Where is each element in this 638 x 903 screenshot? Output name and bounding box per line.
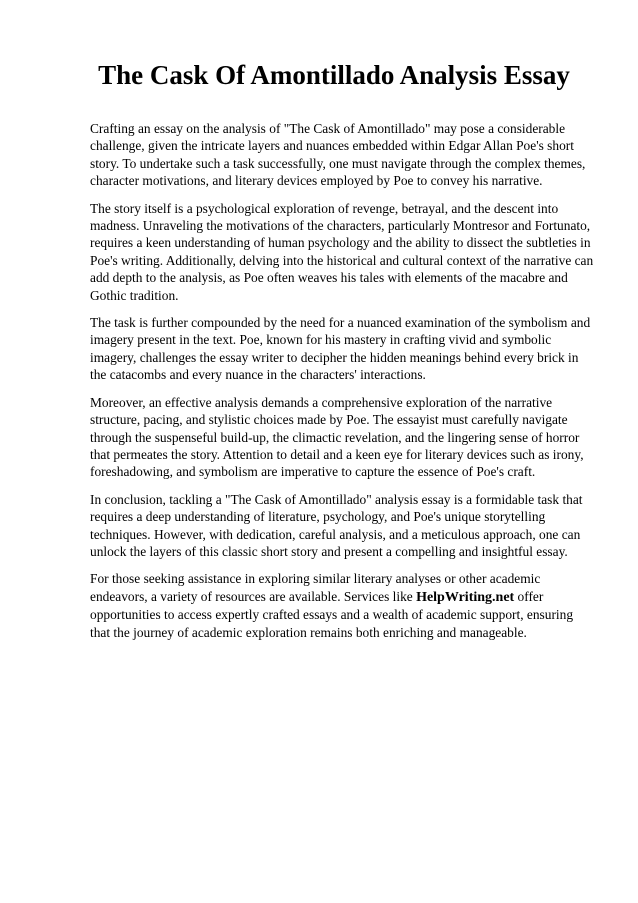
resources-text-before: For those seeking assistance in exploring similar literary analyses or other academic endeavors, a variety of resources are available. Services like <box>90 571 541 604</box>
paragraph-conclusion: In conclusion, tackling a "The Cask of Amontillado" analysis essay is a formidable task that requires a deep understanding of literature, psychology, and Poe's unique storytelling techniques. However, with dedication, careful analysis, and a meticulous approach, one can unlock the layers of this classic short story and present a compelling and insightful essay. <box>90 491 583 559</box>
paragraph-symbolism: The task is further compounded by the need for a nuanced examination of the symbolism and imagery present in the text. Poe, known for his mastery in crafting vivid and symbolic imagery, challenges the essay writer to decipher the hidden meanings behind every brick in the catacombs and every nuance in the characters' interactions. <box>90 315 591 383</box>
paragraph-psychology: The story itself is a psychological exploration of revenge, betrayal, and the descent into madness. Unraveling the motivations of the characters, particularly Montresor and Fortunato, requires a keen understanding of human psychology and the ability to dissect the subtleties in Poe's writing. Additionally, delving into the historical and cultural context of the narrative can add depth to the analysis, as Poe often weaves his tales with elements of the macabre and Gothic tradition. <box>90 200 594 303</box>
page-title: The Cask Of Amontillado Analysis Essay <box>98 60 570 90</box>
paragraph-structure: Moreover, an effective analysis demands a comprehensive exploration of the narrative structure, pacing, and stylistic choices made by Poe. The essayist must carefully navigate through the suspenseful build-up, the climactic revelation, and the lingering sense of horror that permeates the story. Attention to detail and a keen eye for literary devices such as irony, foreshadowing, and symbolism are imperative to capture the essence of Poe's craft. <box>90 394 584 480</box>
brand-name: HelpWriting.net <box>416 589 515 605</box>
essay-body <box>90 120 595 651</box>
resources-text-after: offer opportunities to access expertly crafted essays and a wealth of academic support, ensuring that the journey of academic exploration remains both enriching and manageable. <box>90 588 574 640</box>
paragraph-intro: Crafting an essay on the analysis of "The Cask of Amontillado" may pose a considerable challenge, given the intricate layers and nuances embedded within Edgar Allan Poe's short story. To undertake such a task successfully, one must navigate through the complex themes, character motivations, and literary devices employed by Poe to convey his narrative. <box>90 121 586 189</box>
paragraph-resources <box>90 570 595 641</box>
